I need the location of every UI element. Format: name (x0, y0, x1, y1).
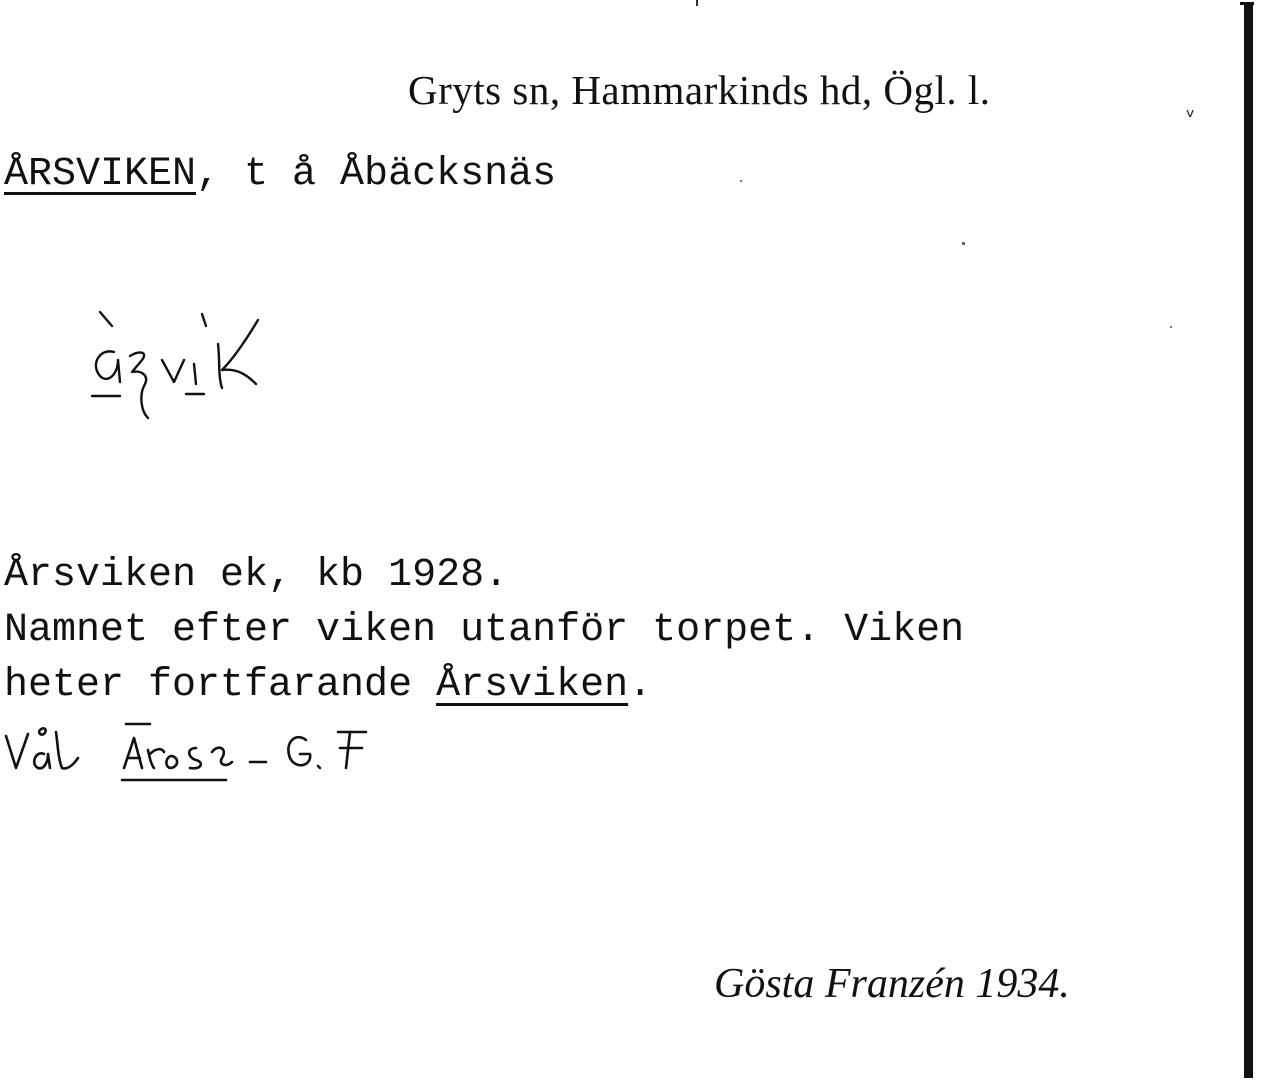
body-line-3-suffix: . (628, 663, 653, 708)
phonetic-handwriting (70, 290, 310, 440)
check-mark: ᵥ (1186, 98, 1196, 123)
place-description: , t å Åbäcksnäs (196, 152, 557, 197)
body-line-3-prefix: heter fortfarande (4, 663, 437, 708)
place-name-heading (4, 152, 556, 197)
body-line-1: Årsviken ek, kb 1928. (4, 553, 509, 598)
body-line-3 (4, 658, 964, 713)
handwritten-note (0, 718, 430, 798)
signature: Gösta Franzén 1934. (714, 961, 1070, 1007)
location-line: Gryts sn, Hammarkinds hd, Ögl. l. (408, 67, 991, 113)
top-edge-mark (696, 0, 698, 6)
place-name: ÅRSVIKEN (4, 152, 197, 197)
card-right-edge (1244, 4, 1253, 1078)
body-line-2: Namnet efter viken utanför torpet. Viken (4, 608, 965, 653)
body-line-3-underlined-name: Årsviken (436, 663, 629, 708)
card-body-text (4, 548, 964, 713)
